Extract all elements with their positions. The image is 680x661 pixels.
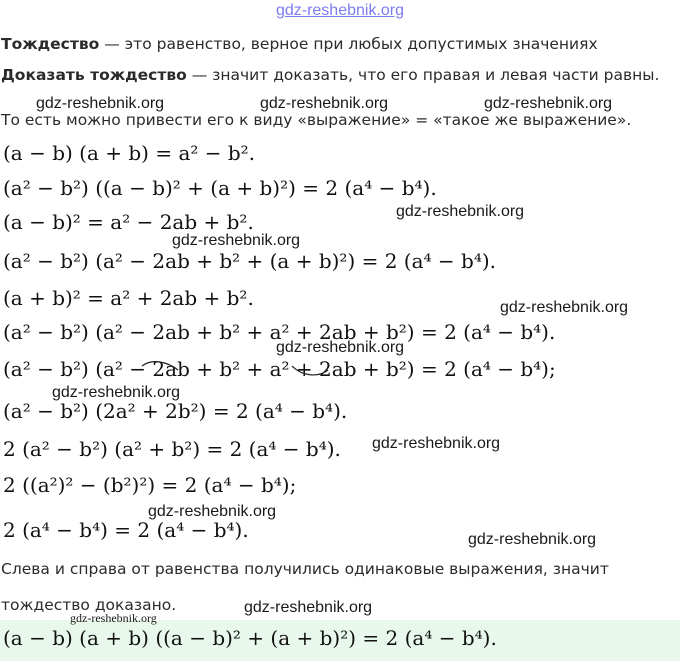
conclusion-line-1: Слева и справа от равенства получились одинаковые выражения, значит: [1, 560, 609, 578]
math-step-3: (a − b)² = a² − 2ab + b².: [3, 210, 254, 234]
intro-line: То есть можно привести его к виду «выражение» = «такое же выражение».: [1, 111, 632, 129]
watermark: gdz-reshebnik.org: [484, 95, 613, 112]
math-step-1: (a − b) (a + b) = a² − b².: [3, 141, 256, 165]
watermark: gdz-reshebnik.org: [396, 203, 525, 220]
watermark: gdz-reshebnik.org: [276, 339, 405, 356]
math-step-10: 2 ((a²)² − (b²)²) = 2 (a⁴ − b⁴);: [3, 473, 297, 497]
watermark: gdz-reshebnik.org: [260, 95, 389, 112]
prove-term: Доказать тождество: [1, 66, 187, 84]
watermark-top-link[interactable]: gdz-reshebnik.org: [275, 2, 405, 19]
watermark: gdz-reshebnik.org: [372, 435, 501, 452]
definition-text: — это равенство, верное при любых допустимых значениях: [99, 35, 598, 53]
watermark: gdz-reshebnik.org: [244, 599, 373, 616]
math-step-9: 2 (a² − b²) (a² + b²) = 2 (a⁴ − b⁴).: [3, 437, 341, 461]
strike-mark-minus-2ab: [142, 362, 178, 370]
final-answer: (a − b) (a + b) ((a − b)² + (a + b)²) = 2 (a⁴ − b⁴).: [3, 626, 497, 650]
prove-text: — значит доказать, что его правая и левая части равны.: [186, 66, 660, 84]
math-step-5: (a + b)² = a² + 2ab + b².: [3, 286, 254, 310]
watermark: gdz-reshebnik.org: [36, 95, 165, 112]
math-step-7: (a² − b²) (a² − 2ab + b² + a² + 2ab + b²) = 2 (a⁴ − b⁴);: [3, 357, 556, 381]
math-step-2: (a² − b²) ((a − b)² + (a + b)²) = 2 (a⁴ − b⁴).: [3, 176, 437, 200]
watermark: gdz-reshebnik.org: [500, 299, 629, 316]
math-step-11: 2 (a⁴ − b⁴) = 2 (a⁴ − b⁴).: [3, 518, 249, 542]
math-step-8: (a² − b²) (2a² + 2b²) = 2 (a⁴ − b⁴).: [3, 399, 348, 423]
watermark: gdz-reshebnik.org: [468, 531, 597, 548]
watermark: gdz-reshebnik.org: [172, 232, 301, 249]
math-step-6: (a² − b²) (a² − 2ab + b² + a² + 2ab + b²) = 2 (a⁴ − b⁴).: [3, 320, 556, 344]
watermark: gdz-reshebnik.org: [52, 384, 181, 401]
definition-term: Тождество: [1, 35, 100, 53]
conclusion-line-2: тождество доказано.: [1, 596, 177, 614]
watermark-small: gdz-reshebnik.org: [70, 611, 157, 625]
strike-mark-plus-2ab: [292, 366, 328, 375]
math-step-4: (a² − b²) (a² − 2ab + b² + (a + b)²) = 2 (a⁴ − b⁴).: [3, 249, 497, 273]
watermark: gdz-reshebnik.org: [148, 503, 277, 520]
